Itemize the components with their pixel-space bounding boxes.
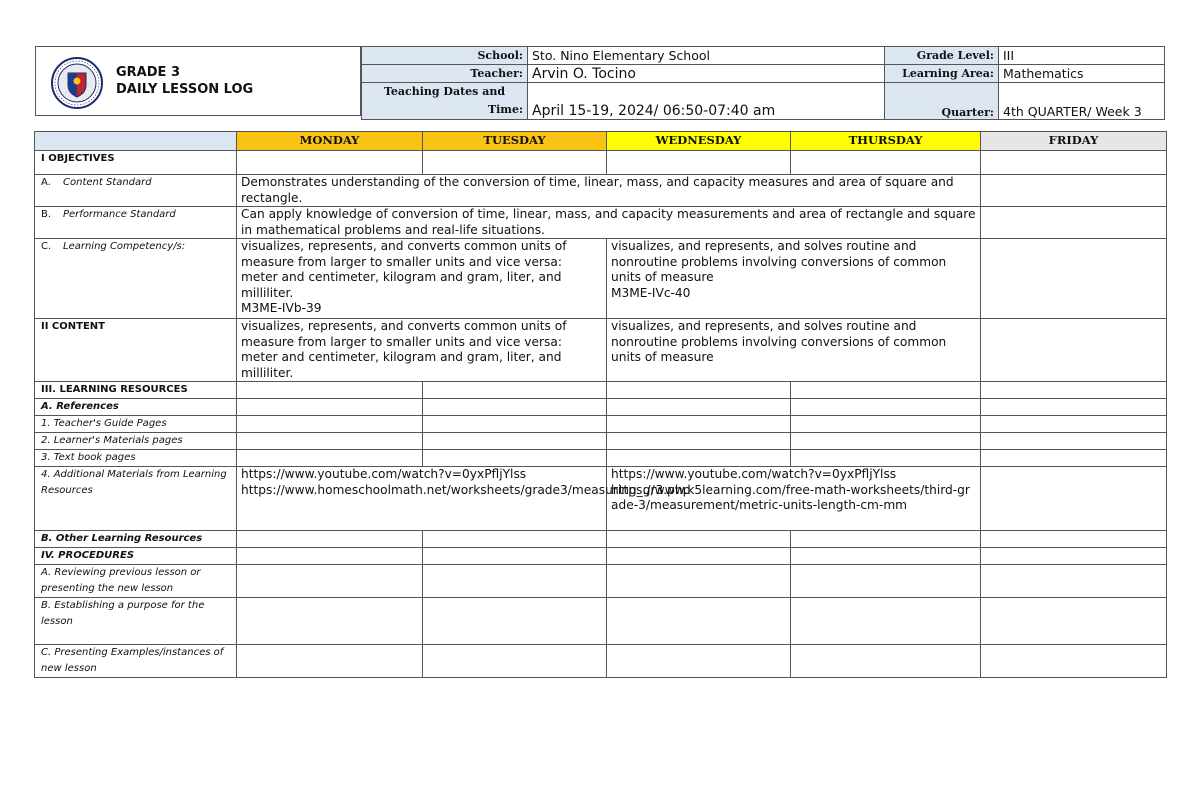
header-title-grade: GRADE 3 [116,65,180,80]
table-cell [423,548,607,565]
table-cell [607,645,791,678]
teachers-guide-text: 1. Teacher's Guide Pages [41,418,167,429]
table-cell [423,450,607,467]
header-logo-box [35,46,361,116]
table-cell [607,151,791,175]
additional-right-link-1[interactable]: https://www.youtube.com/watch?v=0yxPfljYlss [611,467,897,481]
table-cell [237,450,423,467]
table-cell [237,433,423,450]
table-cell [423,598,607,645]
table-cell [607,565,791,598]
table-cell [423,565,607,598]
performance-standard-label [35,207,237,239]
content-standard-letter: A. [41,177,51,188]
references-label [35,399,237,416]
table-cell [423,399,607,416]
table-cell [423,416,607,433]
school-label: School: [362,47,528,65]
school-value: Sto. Nino Elementary School [528,47,885,65]
proc-b-label [35,598,237,645]
learners-materials-text: 2. Learner's Materials pages [41,435,183,446]
teacher-label: Teacher: [362,65,528,83]
content-standard-text: Content Standard [63,177,152,188]
grade-level-label: Grade Level: [885,47,999,65]
header-info-table [361,46,1165,120]
content-label: II CONTENT [35,319,237,382]
content-right: visualizes, and represents, and solves routine and nonroutine problems involving conversions of common units of measure [607,319,981,382]
table-cell [791,151,981,175]
learning-competency-label [35,239,237,319]
additional-left-link-2[interactable]: https://www.homeschoolmath.net/worksheets/grade3/measuring_gr3.php [241,482,691,497]
table-cell [981,175,1167,207]
learning-resources-label: III. LEARNING RESOURCES [35,382,237,399]
table-cell [607,433,791,450]
table-cell [791,565,981,598]
day-header-monday: MONDAY [237,132,423,151]
table-cell [237,548,423,565]
table-cell [607,416,791,433]
table-cell [981,151,1167,175]
proc-c-label [35,645,237,678]
additional-materials-left [237,467,691,531]
additional-materials-right [607,467,981,531]
content-standard-label [35,175,237,207]
table-cell [791,382,981,399]
table-cell [607,531,791,548]
textbook-pages-label [35,450,237,467]
table-cell [791,645,981,678]
table-cell [981,450,1167,467]
day-header-wednesday: WEDNESDAY [607,132,791,151]
table-cell [237,399,423,416]
table-cell [981,645,1167,678]
quarter-value: 4th QUARTER/ Week 3 [999,83,1165,120]
table-cell [237,531,423,548]
teaching-dates-label [362,83,528,120]
table-cell [981,399,1167,416]
teaching-dates-value: April 15-19, 2024/ 06:50-07:40 am [528,83,885,120]
table-cell [237,416,423,433]
table-cell [237,565,423,598]
table-cell [423,151,607,175]
table-cell [237,645,423,678]
deped-seal-icon [51,57,103,109]
day-header-thursday: THURSDAY [791,132,981,151]
day-header-friday: FRIDAY [981,132,1167,151]
additional-materials-label [35,467,237,531]
table-cell [791,450,981,467]
procedures-label [35,548,237,565]
table-cell [791,416,981,433]
table-cell [981,416,1167,433]
proc-c-text: C. Presenting Examples/instances of new lesson [41,647,224,674]
learners-materials-label [35,433,237,450]
table-cell [981,548,1167,565]
other-resources-text: B. Other Learning Resources [41,533,203,544]
performance-standard-letter: B. [41,209,52,220]
header-title-log: DAILY LESSON LOG [116,82,254,97]
table-cell [607,548,791,565]
content-left: visualizes, represents, and converts common units of measure from larger to smaller units and vice versa: meter and centimeter, kilogram and gram, liter, and milliliter. [237,319,607,382]
table-cell [981,207,1167,239]
performance-standard-value: Can apply knowledge of conversion of time, linear, mass, and capacity measurements and area of rectangle and square in mathematical problems and real-life situations. [237,207,981,239]
content-standard-value: Demonstrates understanding of the conversion of time, linear, mass, and capacity measures and area of square and rectangle. [237,175,981,207]
proc-a-label [35,565,237,598]
table-cell [423,645,607,678]
references-text: A. References [41,401,119,412]
table-cell [791,598,981,645]
additional-left-link-1[interactable]: https://www.youtube.com/watch?v=0yxPfljYlss [241,467,527,481]
textbook-pages-text: 3. Text book pages [41,452,136,463]
objectives-label: I OBJECTIVES [35,151,237,175]
teaching-dates-label-line1: Teaching Dates and [383,85,506,98]
table-cell [981,531,1167,548]
table-cell [791,433,981,450]
grade-level-value: III [999,47,1165,65]
table-cell [791,531,981,548]
learning-competency-letter: C. [41,241,52,252]
proc-a-text: A. Reviewing previous lesson or presenting the new lesson [41,567,201,594]
learning-area-value: Mathematics [999,65,1165,83]
other-resources-label [35,531,237,548]
teacher-value: Arvin O. Tocino [528,65,885,83]
table-cell [607,399,791,416]
table-cell [237,151,423,175]
table-cell [423,433,607,450]
additional-right-link-2[interactable]: https://www.k5learning.com/free-math-worksheets/third-grade-3/measurement/metric-units-length-cm-mm [611,482,970,512]
table-cell [423,382,607,399]
table-cell [981,598,1167,645]
competency-left-code: M3ME-IVb-39 [241,301,322,315]
table-cell [237,382,423,399]
table-cell [423,531,607,548]
table-cell [791,548,981,565]
quarter-label: Quarter: [885,83,999,120]
table-cell [981,239,1167,319]
table-cell [981,382,1167,399]
table-cell [237,598,423,645]
additional-materials-text: 4. Additional Materials from Learning Resources [41,469,227,496]
procedures-text: IV. PROCEDURES [41,550,135,561]
teachers-guide-label [35,416,237,433]
table-cell [981,467,1167,531]
competency-right [607,239,981,319]
competency-right-text: visualizes, and represents, and solves routine and nonroutine problems involving conversions of common units of measure [611,239,947,284]
competency-left-text: visualizes, represents, and converts common units of measure from larger to smaller units and vice versa: meter and centimeter, kilogram and gram, liter, and milliliter. [241,239,567,300]
table-cell [607,382,791,399]
competency-left [237,239,607,319]
table-cell [981,319,1167,382]
proc-b-text: B. Establishing a purpose for the lesson [41,600,205,627]
day-header-tuesday: TUESDAY [423,132,607,151]
table-cell [791,399,981,416]
table-cell [981,565,1167,598]
table-cell [607,450,791,467]
table-cell [981,433,1167,450]
table-cell [607,598,791,645]
learning-area-label: Learning Area: [885,65,999,83]
teaching-dates-label-line2: Time: [487,103,523,116]
lesson-log-table [34,131,1167,678]
corner-cell [35,132,237,151]
learning-competency-text: Learning Competency/s: [63,241,186,252]
performance-standard-text: Performance Standard [63,209,176,220]
competency-right-code: M3ME-IVc-40 [611,285,691,300]
